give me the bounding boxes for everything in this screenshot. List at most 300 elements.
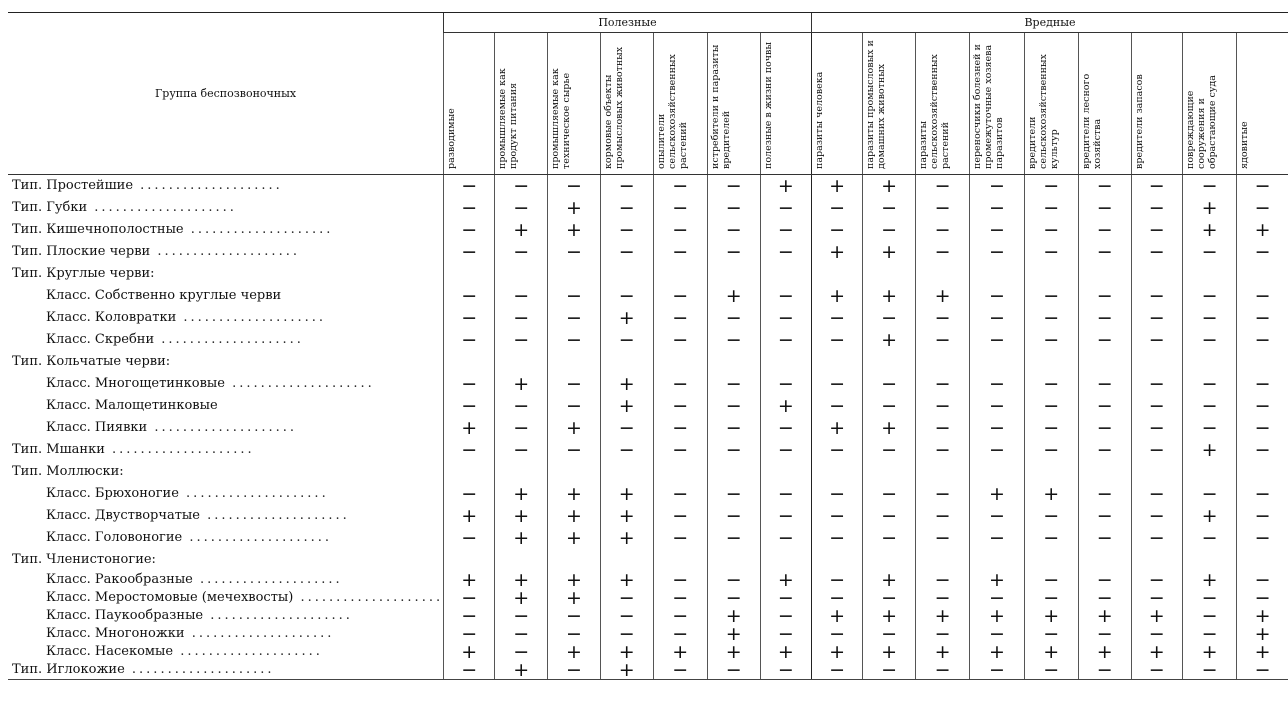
dot-leader: ....................: [178, 486, 329, 501]
mark-cell: +: [1182, 571, 1236, 589]
mark-cell: −: [653, 607, 707, 625]
mark-cell: +: [548, 483, 601, 505]
group-header-row: [8, 13, 1288, 33]
table-row: [8, 483, 1288, 505]
mark-cell: −: [915, 197, 969, 219]
mark-cell: −: [915, 527, 969, 549]
column-header-label: вредители лесного хозяйства: [1080, 73, 1103, 169]
mark-cell: +: [1237, 625, 1288, 643]
column-header: [970, 33, 1024, 175]
dot-leader: ....................: [87, 200, 237, 215]
mark-cell: −: [1078, 483, 1131, 505]
mark-cell: [1131, 351, 1182, 373]
mark-cell: −: [811, 527, 862, 549]
mark-cell: −: [653, 439, 707, 461]
mark-cell: −: [548, 661, 601, 680]
mark-cell: +: [1131, 643, 1182, 661]
mark-cell: −: [760, 439, 811, 461]
mark-cell: −: [760, 661, 811, 680]
column-header-label: истребители и паразиты вредителей: [709, 44, 732, 169]
mark-cell: −: [495, 285, 548, 307]
mark-cell: −: [1078, 197, 1131, 219]
dot-leader: ....................: [224, 376, 375, 391]
mark-cell: +: [1024, 483, 1078, 505]
mark-cell: [1024, 549, 1078, 571]
mark-cell: +: [444, 505, 495, 527]
mark-cell: [1237, 549, 1288, 571]
mark-cell: [1131, 263, 1182, 285]
mark-cell: [1182, 263, 1236, 285]
table-row: [8, 527, 1288, 549]
mark-cell: −: [1131, 505, 1182, 527]
table-row: [8, 589, 1288, 607]
mark-cell: −: [863, 483, 916, 505]
mark-cell: −: [863, 625, 916, 643]
row-name: Тип. Кишечнополостные: [12, 222, 184, 237]
mark-cell: +: [1024, 607, 1078, 625]
mark-cell: [1078, 351, 1131, 373]
column-header-label: ядовитые: [1239, 121, 1251, 169]
column-header: [1237, 33, 1288, 175]
mark-cell: −: [1182, 307, 1236, 329]
column-header-label: паразиты сельскохозяйственных растений: [917, 54, 951, 169]
mark-cell: −: [970, 197, 1024, 219]
mark-cell: +: [495, 589, 548, 607]
column-header-label: промышляемые как продукт питания: [497, 68, 520, 169]
mark-cell: −: [1237, 439, 1288, 461]
mark-cell: −: [915, 483, 969, 505]
mark-cell: +: [548, 417, 601, 439]
mark-cell: −: [1078, 589, 1131, 607]
mark-cell: −: [811, 625, 862, 643]
dot-leader: ....................: [293, 590, 444, 605]
mark-cell: +: [760, 175, 811, 198]
mark-cell: −: [653, 661, 707, 680]
mark-cell: −: [1131, 661, 1182, 680]
mark-cell: [1237, 263, 1288, 285]
mark-cell: [1131, 461, 1182, 483]
column-header: [811, 33, 862, 175]
mark-cell: [600, 351, 653, 373]
mark-cell: [1024, 461, 1078, 483]
column-header-label: полезные в жизни почвы: [762, 42, 774, 169]
mark-cell: −: [1237, 197, 1288, 219]
dot-leader: ....................: [182, 530, 333, 545]
mark-cell: −: [1131, 395, 1182, 417]
mark-cell: −: [811, 661, 862, 680]
mark-cell: [1078, 461, 1131, 483]
mark-cell: −: [1131, 175, 1182, 198]
mark-cell: [495, 263, 548, 285]
mark-cell: −: [653, 285, 707, 307]
mark-cell: −: [811, 483, 862, 505]
mark-cell: −: [1182, 589, 1236, 607]
mark-cell: [707, 549, 760, 571]
mark-cell: −: [915, 373, 969, 395]
mark-cell: +: [600, 661, 653, 680]
row-name-cell: [8, 527, 444, 549]
mark-cell: −: [863, 307, 916, 329]
mark-cell: +: [863, 417, 916, 439]
mark-cell: +: [915, 607, 969, 625]
mark-cell: +: [444, 417, 495, 439]
row-name-cell: [8, 307, 444, 329]
mark-cell: −: [548, 625, 601, 643]
mark-cell: −: [1237, 483, 1288, 505]
mark-cell: −: [1078, 175, 1131, 198]
mark-cell: [707, 461, 760, 483]
mark-cell: −: [1078, 417, 1131, 439]
mark-cell: +: [444, 571, 495, 589]
mark-cell: −: [1078, 219, 1131, 241]
mark-cell: −: [863, 395, 916, 417]
mark-cell: +: [495, 483, 548, 505]
table-row: [8, 625, 1288, 643]
mark-cell: +: [1237, 607, 1288, 625]
mark-cell: −: [653, 329, 707, 351]
mark-cell: −: [1131, 589, 1182, 607]
mark-cell: +: [1182, 643, 1236, 661]
mark-cell: −: [444, 373, 495, 395]
mark-cell: [1024, 263, 1078, 285]
mark-cell: [653, 351, 707, 373]
mark-cell: −: [970, 417, 1024, 439]
mark-cell: −: [600, 417, 653, 439]
mark-cell: −: [970, 219, 1024, 241]
mark-cell: −: [760, 625, 811, 643]
mark-cell: [760, 549, 811, 571]
mark-cell: −: [548, 307, 601, 329]
mark-cell: −: [1182, 285, 1236, 307]
mark-cell: −: [707, 483, 760, 505]
mark-cell: −: [1237, 417, 1288, 439]
mark-cell: −: [970, 373, 1024, 395]
mark-cell: +: [548, 197, 601, 219]
mark-cell: [760, 461, 811, 483]
mark-cell: −: [760, 285, 811, 307]
dot-leader: ....................: [147, 420, 297, 435]
mark-cell: −: [495, 643, 548, 661]
mark-cell: −: [811, 373, 862, 395]
mark-cell: −: [970, 329, 1024, 351]
mark-cell: −: [1078, 661, 1131, 680]
mark-cell: −: [444, 285, 495, 307]
mark-cell: −: [1131, 219, 1182, 241]
mark-cell: −: [1237, 589, 1288, 607]
mark-cell: +: [600, 395, 653, 417]
mark-cell: −: [495, 329, 548, 351]
mark-cell: −: [1131, 439, 1182, 461]
mark-cell: −: [760, 505, 811, 527]
mark-cell: +: [707, 625, 760, 643]
mark-cell: −: [548, 241, 601, 263]
mark-cell: −: [863, 373, 916, 395]
row-name-cell: [8, 461, 444, 483]
column-header-label: паразиты промысловых и домашних животных: [865, 40, 888, 169]
mark-cell: +: [970, 483, 1024, 505]
mark-cell: −: [1182, 395, 1236, 417]
row-name: Класс. Многощетинковые: [46, 376, 225, 391]
column-header-label: разводимые: [446, 108, 458, 169]
mark-cell: [760, 263, 811, 285]
mark-cell: −: [653, 483, 707, 505]
mark-cell: +: [444, 643, 495, 661]
mark-cell: −: [1024, 571, 1078, 589]
mark-cell: −: [811, 439, 862, 461]
mark-cell: [811, 351, 862, 373]
mark-cell: −: [915, 589, 969, 607]
column-header: [653, 33, 707, 175]
harmful-group-header: Вредные: [811, 13, 1288, 33]
mark-cell: +: [1182, 439, 1236, 461]
mark-cell: −: [1024, 197, 1078, 219]
mark-cell: +: [1182, 219, 1236, 241]
mark-cell: +: [495, 527, 548, 549]
mark-cell: −: [444, 439, 495, 461]
mark-cell: −: [653, 571, 707, 589]
table-row: [8, 307, 1288, 329]
row-name: Тип. Простейшие: [12, 178, 134, 193]
mark-cell: [1182, 549, 1236, 571]
mark-cell: [548, 351, 601, 373]
mark-cell: −: [1131, 307, 1182, 329]
mark-cell: −: [548, 607, 601, 625]
mark-cell: +: [495, 571, 548, 589]
mark-cell: +: [600, 643, 653, 661]
mark-cell: −: [1131, 329, 1182, 351]
mark-cell: −: [1024, 395, 1078, 417]
mark-cell: −: [1131, 241, 1182, 263]
column-header-label: вредители запасов: [1133, 74, 1145, 169]
mark-cell: −: [707, 329, 760, 351]
mark-cell: −: [707, 219, 760, 241]
table-row: [8, 241, 1288, 263]
mark-cell: −: [495, 197, 548, 219]
mark-cell: [444, 461, 495, 483]
column-header-label: опылители сельскохозяйственных растений: [655, 54, 689, 169]
table-body: [8, 175, 1288, 680]
dot-leader: ....................: [176, 310, 327, 325]
mark-cell: [863, 351, 916, 373]
row-name: Класс. Насекомые: [46, 644, 174, 659]
useful-group-header: Полезные: [444, 13, 812, 33]
mark-cell: −: [1237, 571, 1288, 589]
mark-cell: +: [1024, 643, 1078, 661]
mark-cell: −: [760, 197, 811, 219]
column-header: [495, 33, 548, 175]
mark-cell: [915, 549, 969, 571]
mark-cell: −: [444, 395, 495, 417]
mark-cell: −: [915, 395, 969, 417]
mark-cell: −: [1131, 625, 1182, 643]
mark-cell: −: [811, 307, 862, 329]
row-name: Класс. Головоногие: [46, 530, 183, 545]
mark-cell: −: [760, 417, 811, 439]
mark-cell: −: [1024, 307, 1078, 329]
mark-cell: [444, 263, 495, 285]
mark-cell: −: [495, 395, 548, 417]
mark-cell: −: [1182, 241, 1236, 263]
mark-cell: [863, 461, 916, 483]
mark-cell: [1024, 351, 1078, 373]
row-name: Тип. Мшанки: [12, 442, 105, 457]
column-header-label: паразиты человека: [813, 71, 825, 169]
mark-cell: +: [495, 505, 548, 527]
mark-cell: −: [1131, 527, 1182, 549]
dot-leader: ....................: [154, 332, 304, 347]
mark-cell: −: [1078, 625, 1131, 643]
mark-cell: −: [760, 607, 811, 625]
mark-cell: −: [1024, 373, 1078, 395]
mark-cell: [915, 351, 969, 373]
mark-cell: +: [915, 285, 969, 307]
column-header: [760, 33, 811, 175]
mark-cell: −: [760, 219, 811, 241]
invertebrate-group-header: Группа беспозвоночных: [8, 13, 444, 175]
column-header: [1131, 33, 1182, 175]
dot-leader: ....................: [192, 572, 343, 587]
row-name: Тип. Иглокожие: [12, 662, 125, 677]
mark-cell: −: [863, 527, 916, 549]
table-row: [8, 351, 1288, 373]
row-name: Класс. Малощетинковые: [46, 398, 218, 413]
mark-cell: −: [600, 439, 653, 461]
column-header-label: переносчики болезней и промежуточные хозяева паразитов: [972, 44, 1006, 169]
mark-cell: −: [1024, 505, 1078, 527]
mark-cell: −: [653, 505, 707, 527]
mark-cell: −: [600, 197, 653, 219]
mark-cell: −: [653, 241, 707, 263]
mark-cell: −: [495, 417, 548, 439]
mark-cell: −: [1078, 241, 1131, 263]
mark-cell: −: [548, 395, 601, 417]
mark-cell: −: [1131, 197, 1182, 219]
table-row: [8, 417, 1288, 439]
mark-cell: −: [1237, 329, 1288, 351]
table-row: [8, 285, 1288, 307]
mark-cell: [1237, 351, 1288, 373]
mark-cell: −: [444, 589, 495, 607]
mark-cell: −: [1237, 527, 1288, 549]
mark-cell: −: [760, 527, 811, 549]
mark-cell: −: [1182, 625, 1236, 643]
table-row: [8, 329, 1288, 351]
mark-cell: +: [1237, 219, 1288, 241]
row-name: Класс. Брюхоногие: [46, 486, 179, 501]
mark-cell: +: [707, 607, 760, 625]
row-name-cell: [8, 417, 444, 439]
mark-cell: −: [1078, 505, 1131, 527]
mark-cell: [653, 549, 707, 571]
table-row: [8, 263, 1288, 285]
mark-cell: −: [548, 175, 601, 198]
mark-cell: −: [707, 197, 760, 219]
mark-cell: +: [600, 373, 653, 395]
mark-cell: −: [915, 219, 969, 241]
mark-cell: −: [600, 175, 653, 198]
row-name-cell: [8, 625, 444, 643]
column-header: [1182, 33, 1236, 175]
mark-cell: +: [970, 643, 1024, 661]
mark-cell: −: [653, 197, 707, 219]
mark-cell: +: [548, 505, 601, 527]
mark-cell: +: [970, 607, 1024, 625]
mark-cell: −: [600, 285, 653, 307]
mark-cell: −: [1131, 417, 1182, 439]
mark-cell: −: [444, 661, 495, 680]
row-name-cell: [8, 395, 444, 417]
mark-cell: −: [970, 439, 1024, 461]
mark-cell: +: [1078, 607, 1131, 625]
mark-cell: [495, 461, 548, 483]
mark-cell: −: [915, 175, 969, 198]
mark-cell: −: [600, 241, 653, 263]
column-header-label: повреждающие сооружения и обрастающие суда: [1184, 75, 1218, 169]
dot-leader: ....................: [184, 626, 335, 641]
row-name-cell: [8, 505, 444, 527]
column-header-label: кормовые объекты промысловых животных: [602, 46, 625, 169]
mark-cell: −: [707, 241, 760, 263]
mark-cell: −: [600, 607, 653, 625]
mark-cell: −: [1237, 373, 1288, 395]
row-name: Класс. Собственно круглые черви: [46, 288, 282, 303]
mark-cell: −: [707, 373, 760, 395]
mark-cell: +: [760, 395, 811, 417]
mark-cell: +: [811, 175, 862, 198]
mark-cell: −: [548, 285, 601, 307]
table-row: [8, 197, 1288, 219]
mark-cell: −: [915, 571, 969, 589]
mark-cell: −: [653, 625, 707, 643]
mark-cell: +: [811, 417, 862, 439]
mark-cell: +: [707, 643, 760, 661]
mark-cell: [915, 263, 969, 285]
mark-cell: −: [1024, 527, 1078, 549]
mark-cell: −: [653, 417, 707, 439]
row-name-cell: [8, 643, 444, 661]
mark-cell: +: [1237, 643, 1288, 661]
mark-cell: −: [653, 373, 707, 395]
table-row: [8, 549, 1288, 571]
row-name-cell: [8, 329, 444, 351]
mark-cell: [600, 549, 653, 571]
mark-cell: −: [1182, 175, 1236, 198]
mark-cell: −: [760, 589, 811, 607]
mark-cell: −: [707, 505, 760, 527]
table-row: [8, 219, 1288, 241]
mark-cell: −: [653, 589, 707, 607]
row-name-cell: [8, 219, 444, 241]
mark-cell: −: [1237, 307, 1288, 329]
mark-cell: −: [1131, 285, 1182, 307]
mark-cell: [970, 549, 1024, 571]
mark-cell: +: [1182, 505, 1236, 527]
mark-cell: −: [1024, 439, 1078, 461]
mark-cell: +: [760, 571, 811, 589]
mark-cell: +: [600, 505, 653, 527]
table-row: [8, 373, 1288, 395]
mark-cell: −: [1024, 219, 1078, 241]
mark-cell: −: [915, 307, 969, 329]
mark-cell: +: [811, 285, 862, 307]
mark-cell: −: [915, 505, 969, 527]
mark-cell: −: [653, 527, 707, 549]
mark-cell: +: [863, 285, 916, 307]
mark-cell: +: [548, 571, 601, 589]
mark-cell: −: [863, 505, 916, 527]
mark-cell: +: [548, 589, 601, 607]
mark-cell: [653, 263, 707, 285]
